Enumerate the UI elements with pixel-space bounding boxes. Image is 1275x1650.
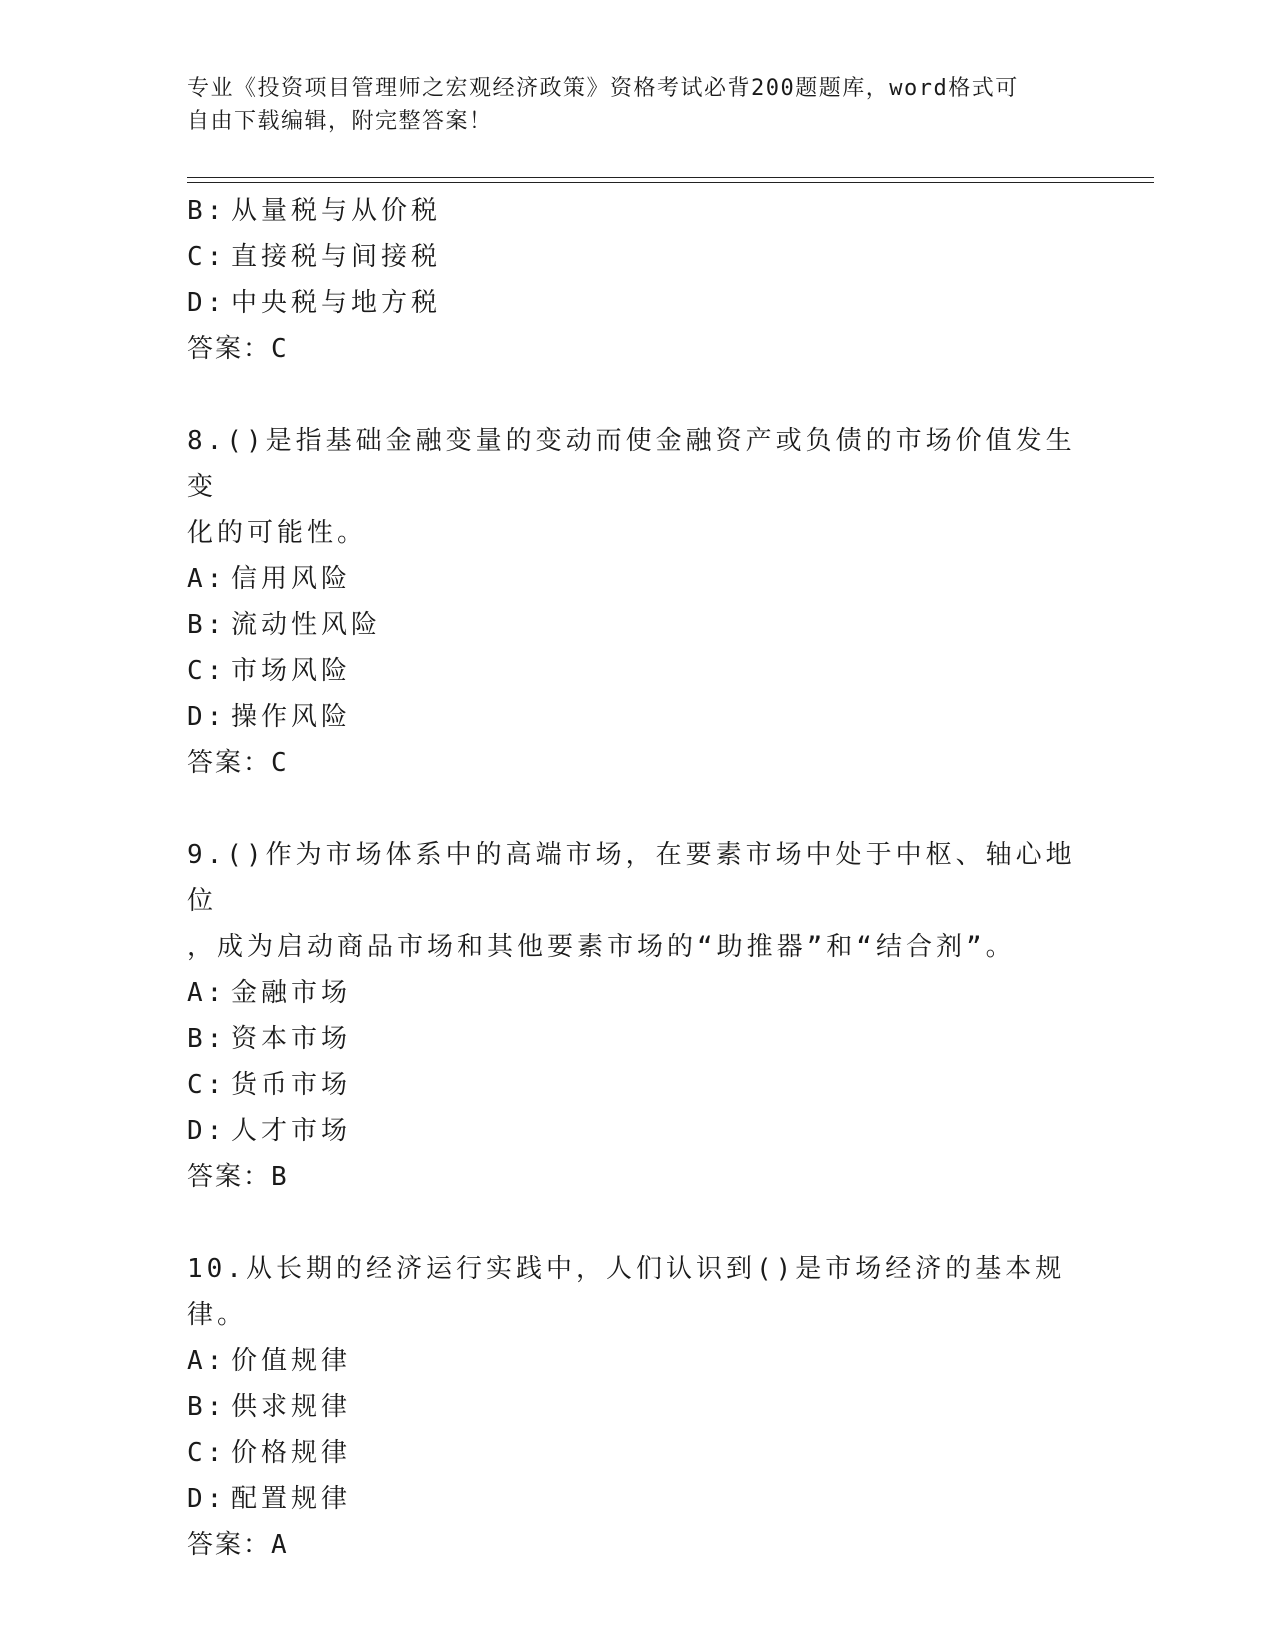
stem-line-1: 8.()是指基础金融变量的变动而使金融资产或负债的市场价值发生变 [187,426,1076,502]
question-9 [187,832,1087,1200]
option-b [187,602,1087,648]
stem-line-1: 10.从长期的经济运行实践中，人们认识到()是市场经济的基本规律。 [187,1254,1066,1330]
option-text: 配置规律 [231,1484,352,1514]
option-label: A: [187,564,227,594]
option-label: C: [187,242,227,272]
option-text: 中央税与地方税 [231,288,442,318]
option-text: 人才市场 [231,1116,352,1146]
option-c [187,648,1087,694]
option-d [187,1476,1087,1522]
option-text: 流动性风险 [231,610,382,640]
option-label: D: [187,1484,227,1514]
question-10 [187,1246,1087,1568]
option-label: D: [187,702,227,732]
header-line-2: 自由下载编辑，附完整答案！ [187,109,493,134]
option-c [187,234,1087,280]
option-text: 从量税与从价税 [231,196,442,226]
question-7-continued [187,188,1087,372]
question-stem [187,1246,1087,1338]
option-c [187,1430,1087,1476]
option-a [187,556,1087,602]
option-text: 市场风险 [231,656,352,686]
option-label: C: [187,656,227,686]
option-label: B: [187,1392,227,1422]
option-label: A: [187,978,227,1008]
option-c [187,1062,1087,1108]
answer-line: 答案：A [187,1530,289,1560]
option-text: 操作风险 [231,702,352,732]
stem-line-1: 9.()作为市场体系中的高端市场，在要素市场中处于中枢、轴心地位 [187,840,1076,916]
option-text: 资本市场 [231,1024,352,1054]
answer-line: 答案：C [187,748,289,778]
stem-line-2: 化的可能性。 [187,518,368,548]
option-a [187,1338,1087,1384]
stem-line-2: ，成为启动商品市场和其他要素市场的“助推器”和“结合剂”。 [187,932,1016,962]
option-label: A: [187,1346,227,1376]
option-text: 供求规律 [231,1392,352,1422]
option-text: 直接税与间接税 [231,242,442,272]
option-a [187,970,1087,1016]
header-line-1: 专业《投资项目管理师之宏观经济政策》资格考试必背200题题库，word格式可 [187,76,1019,101]
option-label: D: [187,1116,227,1146]
question-list [187,188,1087,1568]
document-header [187,72,1087,138]
question-8 [187,418,1087,786]
option-text: 价值规律 [231,1346,352,1376]
option-label: B: [187,196,227,226]
question-stem [187,832,1087,970]
option-b [187,1384,1087,1430]
option-text: 价格规律 [231,1438,352,1468]
option-text: 金融市场 [231,978,352,1008]
question-stem [187,418,1087,556]
option-label: C: [187,1438,227,1468]
option-text: 信用风险 [231,564,352,594]
header-divider-bottom [187,182,1154,183]
option-text: 货币市场 [231,1070,352,1100]
header-divider-top [187,177,1154,178]
option-d [187,1108,1087,1154]
option-label: C: [187,1070,227,1100]
option-d [187,280,1087,326]
option-b [187,188,1087,234]
option-b [187,1016,1087,1062]
option-label: B: [187,1024,227,1054]
answer-line: 答案：B [187,1162,289,1192]
option-label: B: [187,610,227,640]
option-d [187,694,1087,740]
option-label: D: [187,288,227,318]
answer-line: 答案：C [187,334,289,364]
